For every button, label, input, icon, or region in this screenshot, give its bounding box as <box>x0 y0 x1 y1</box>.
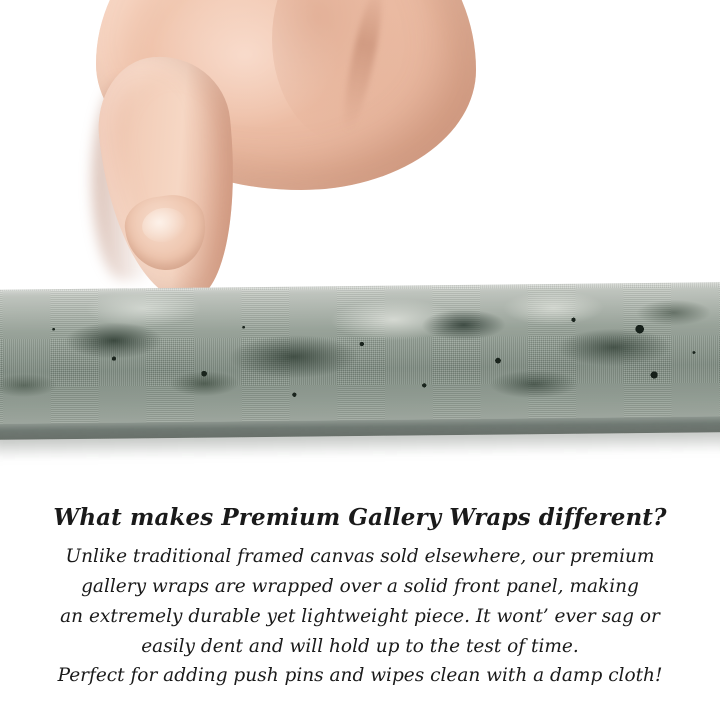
caption-line: easily dent and will hold up to the test of time. <box>141 635 579 657</box>
caption-line: an extremely durable yet lightweight piece. It wont’ ever sag or <box>60 605 660 627</box>
caption-line: gallery wraps are wrapped over a solid front panel, making <box>81 575 639 597</box>
canvas-edge-strip <box>0 282 720 440</box>
hand-illustration <box>0 0 720 320</box>
caption-line: Unlike traditional framed canvas sold elsewhere, our premium <box>65 545 655 567</box>
canvas-texture-speckles <box>0 282 720 440</box>
caption-body <box>50 542 670 692</box>
caption-line: Perfect for adding push pins and wipes clean with a damp cloth! <box>57 665 663 687</box>
caption-title: What makes Premium Gallery Wraps different? <box>53 504 667 531</box>
caption-block <box>0 470 720 720</box>
